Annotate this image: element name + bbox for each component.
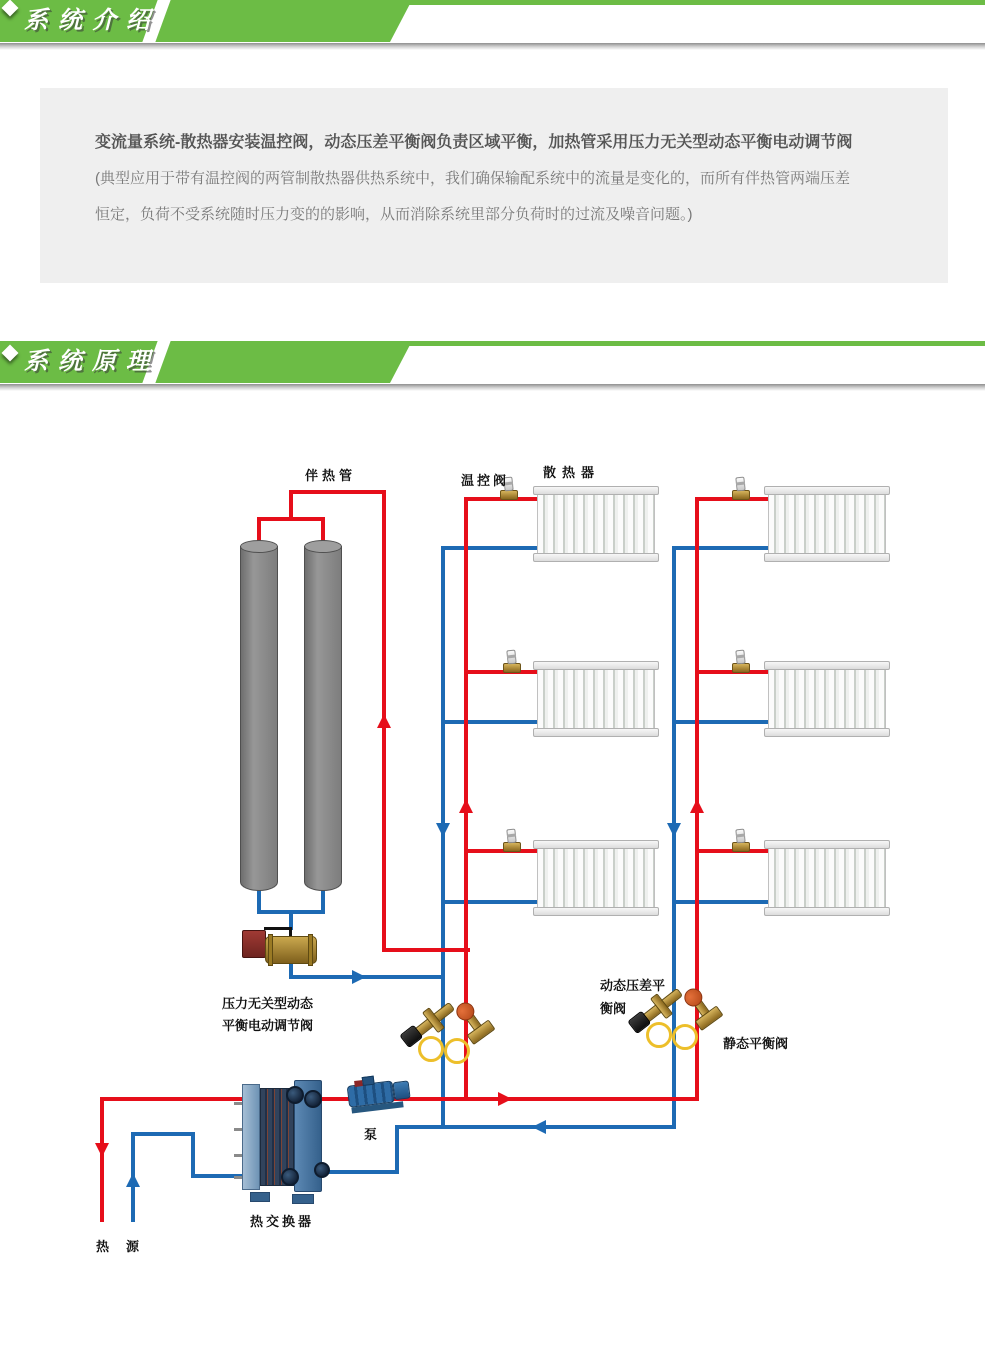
section-title-principle: 系统原理 (24, 348, 160, 375)
intro-body-line2: 恒定，负荷不受系统随时压力变的的影响，从而消除系统里部分负荷时的过流及噪音问题。) (95, 206, 693, 223)
companion-top-link (289, 490, 386, 494)
flow-arrow-down-icon (436, 823, 450, 837)
thermostatic-valve (501, 829, 523, 855)
valve-body (500, 490, 518, 500)
label-radiator: 散热器 (543, 465, 601, 480)
return-to-hx-pipe (320, 1170, 399, 1174)
flow-arrow-up-icon (126, 1173, 140, 1187)
radiator-bottom-header (533, 553, 659, 562)
flow-arrow-up-icon (459, 799, 473, 813)
hx-frame-plate (242, 1084, 260, 1190)
radiator-fins (537, 848, 655, 908)
radiator-fins (768, 848, 886, 908)
radiator (533, 486, 659, 562)
return-branch-row3-left (441, 900, 539, 904)
label-companion-pipe: 伴热管 (305, 468, 357, 483)
flow-arrow-right-icon (498, 1092, 512, 1106)
balancing-valve-set-left (398, 1000, 498, 1072)
pump-detail (354, 1080, 363, 1087)
heat-source-link1 (131, 1132, 195, 1136)
valve-bracket (289, 927, 292, 936)
pump-port (362, 1076, 375, 1086)
label-pibcv-line2: 平衡电动调节阀 (222, 1018, 314, 1033)
radiator (533, 840, 659, 916)
intro-body-line1: (典型应用于带有温控阀的两管制散热器供热系统中，我们确保输配系统中的流量是变化的，而所有伴热管两端压差 (95, 170, 851, 187)
valve-bracket (264, 927, 292, 930)
radiator-top-header (533, 486, 659, 495)
label-static-balance-valve: 静态平衡阀 (723, 1036, 789, 1051)
return-branch-row2-right (672, 720, 770, 724)
radiator (533, 661, 659, 737)
thermostatic-valve (730, 829, 752, 855)
radiator-top-header (533, 661, 659, 670)
return-branch-row1-right (672, 546, 770, 550)
hx-bottom-port (281, 1168, 299, 1186)
cylinder-top-cap (304, 540, 342, 553)
valve-body (732, 842, 750, 852)
hx-top-port (286, 1086, 304, 1104)
radiator-bottom-header (764, 907, 890, 916)
companion-pipe-cylinder (304, 546, 342, 891)
section-title-intro: 系统介绍 (24, 7, 160, 34)
label-pump: 泵 (364, 1127, 378, 1142)
hx-foot (292, 1194, 314, 1204)
cylinder-top-cap (240, 540, 278, 553)
label-heat-source: 热源 (96, 1239, 157, 1254)
label-heat-exchanger: 热交换器 (250, 1214, 315, 1229)
flow-arrow-right-icon (352, 970, 366, 984)
banner1-shadow (0, 43, 985, 50)
valve-body (732, 490, 750, 500)
radiator-bottom-header (533, 728, 659, 737)
flow-arrow-down-icon (95, 1143, 109, 1157)
thermostatic-valve (730, 477, 752, 503)
companion-pipe-cylinder (240, 546, 278, 891)
pump (341, 1068, 418, 1122)
radiator-top-header (533, 840, 659, 849)
intro-heading: 变流量系统-散热器安装温控阀，动态压差平衡阀负责区域平衡，加热管采用压力无关型动态平衡电动调节阀 (95, 134, 853, 151)
radiator (764, 840, 890, 916)
radiator-fins (537, 669, 655, 729)
flow-arrow-up-icon (690, 799, 704, 813)
radiator (764, 486, 890, 562)
thermostatic-valve (501, 650, 523, 676)
pump-motor (393, 1080, 411, 1100)
flow-arrow-down-icon (667, 823, 681, 837)
return-branch-row3-right (672, 900, 770, 904)
radiator-fins (537, 494, 655, 554)
label-pibcv-line1: 压力无关型动态 (222, 996, 314, 1011)
thermostatic-valve (730, 650, 752, 676)
label-thermostatic-valve: 温控阀 (461, 473, 510, 488)
heat-source-supply-riser (100, 1097, 104, 1222)
companion-supply-link (382, 948, 470, 952)
flow-arrow-left-icon (532, 1120, 546, 1134)
label-dpcv-line1: 动态压差平 (600, 978, 666, 993)
flow-arrow-up-icon (377, 714, 391, 728)
valve-flange (268, 934, 273, 966)
radiator-fins (768, 669, 886, 729)
radiator-bottom-header (764, 553, 890, 562)
valve-actuator (242, 930, 266, 958)
radiator-top-header (764, 661, 890, 670)
companion-inlet-up-pipe (289, 490, 293, 521)
valve-body (732, 663, 750, 673)
pressure-independent-valve (240, 924, 318, 968)
valve-body (503, 663, 521, 673)
hx-bottom-port (314, 1162, 330, 1178)
hx-top-port (304, 1090, 322, 1108)
valve-to-riser-pipe (289, 975, 445, 979)
label-dpcv-line2: 衡阀 (600, 1001, 627, 1016)
radiator-top-header (764, 486, 890, 495)
return-drop-pipe (395, 1125, 399, 1174)
valve-flange (308, 934, 313, 966)
plate-heat-exchanger (234, 1074, 330, 1206)
valve-body (503, 842, 521, 852)
radiator (764, 661, 890, 737)
return-branch-row1-left (441, 546, 539, 550)
hx-foot (250, 1192, 270, 1202)
balancing-valve-set-right (626, 986, 726, 1058)
radiator-fins (768, 494, 886, 554)
radiator-top-header (764, 840, 890, 849)
radiator-bottom-header (533, 907, 659, 916)
intro-box (40, 88, 948, 283)
banner2-shadow (0, 384, 985, 391)
return-branch-row2-left (441, 720, 539, 724)
heat-source-link2 (191, 1132, 195, 1178)
radiator-bottom-header (764, 728, 890, 737)
